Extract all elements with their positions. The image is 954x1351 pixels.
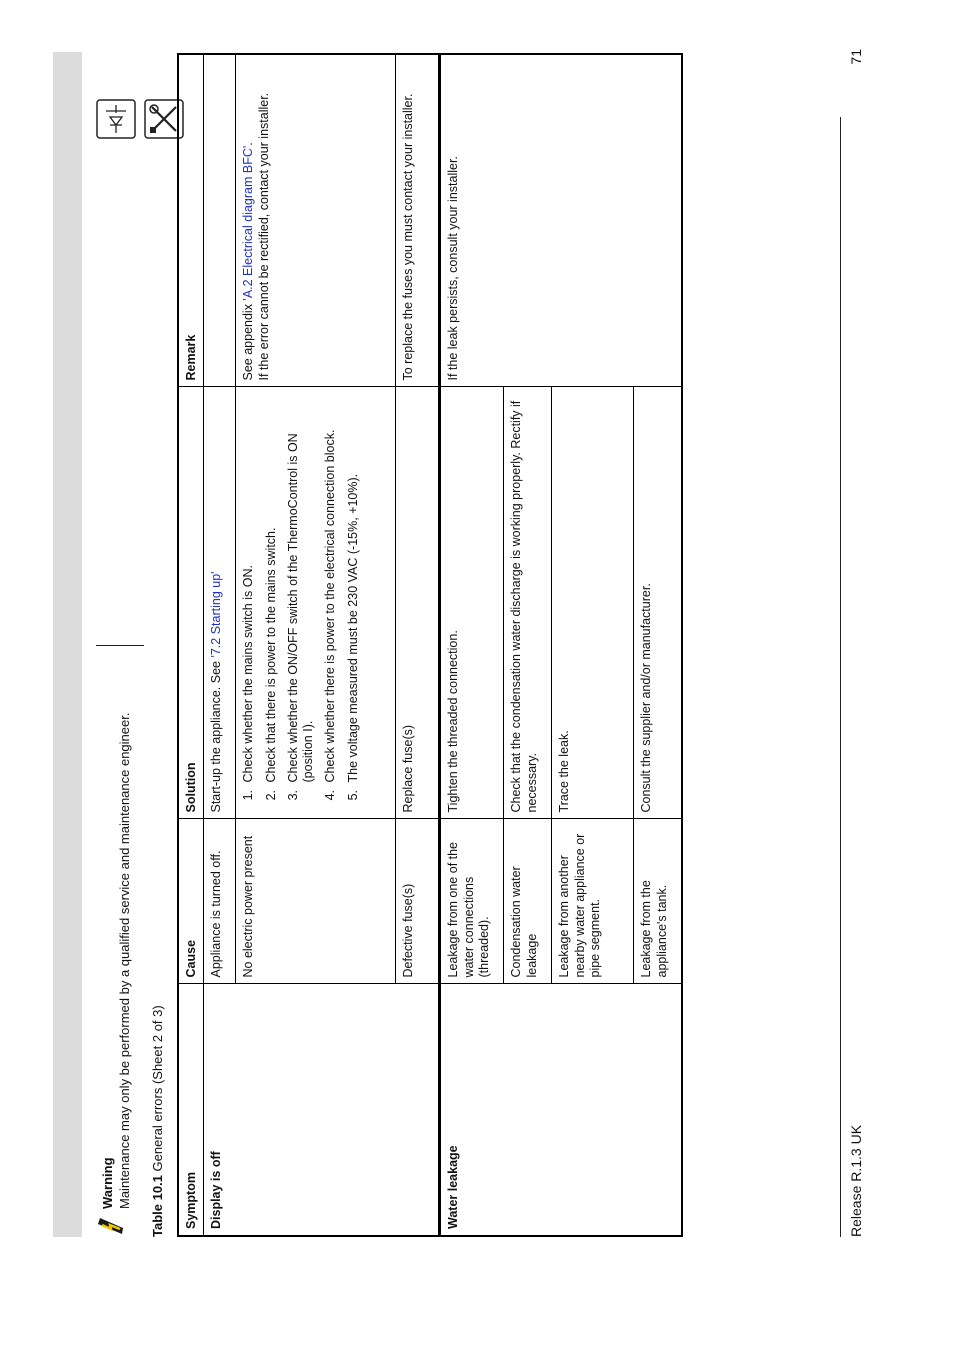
cause-cell: Condensation water leakage xyxy=(504,819,552,984)
remark-text: If the error cannot be rectified, contact your installer. xyxy=(256,92,271,381)
list-item: 2. Check that there is power to the mains switch. xyxy=(264,393,279,787)
cause-cell: Leakage from one of the water connections (threaded). xyxy=(440,819,504,984)
table-caption-label: Table 10.1 xyxy=(150,1175,165,1237)
header-cause: Cause xyxy=(178,819,204,984)
solution-cell xyxy=(204,387,236,819)
header-solution: Solution xyxy=(178,387,204,819)
remark-cell xyxy=(236,54,396,387)
symptom-water-leakage: Water leakage xyxy=(440,984,682,1236)
remark-cell xyxy=(204,54,236,387)
remark-cell: If the leak persists, consult your installer. xyxy=(440,54,682,387)
list-item: 4. Check whether there is power to the electrical connection block. xyxy=(323,393,338,787)
list-item: 3. Check whether the ON/OFF switch of the ThermoControl is ON (position I). xyxy=(286,393,317,787)
solution-steps-list xyxy=(241,393,361,813)
solution-cell xyxy=(236,387,396,819)
footer-release: Release R.1.3 UK xyxy=(848,1124,864,1237)
table-row xyxy=(440,54,504,1236)
header-symptom: Symptom xyxy=(178,984,204,1236)
electrical-diagram-link[interactable]: 'A.2 Electrical diagram BFC' xyxy=(241,145,256,301)
cause-cell: Leakage from another nearby water appliance or pipe segment. xyxy=(552,819,634,984)
footer-page-number: 71 xyxy=(848,49,864,65)
remark-cell: To replace the fuses you must contact your installer. xyxy=(396,54,440,387)
symptom-display-off: Display is off xyxy=(204,984,440,1236)
solution-cell: Check that the condensation water discharge is working properly. Rectify if necessary. xyxy=(504,387,552,819)
list-item: 1. Check whether the mains switch is ON. xyxy=(241,393,256,787)
warning-text: Maintenance may only be performed by a qualified service and maintenance engineer. xyxy=(117,712,132,1209)
warning-title: Warning xyxy=(100,1157,115,1209)
list-item: 5. The voltage measured must be 230 VAC (-15%, +10%). xyxy=(346,393,361,787)
cause-cell: Appliance is turned off. xyxy=(204,819,236,984)
solution-cell: Trace the leak. xyxy=(552,387,634,819)
remark-text: . xyxy=(241,142,256,146)
table-row xyxy=(204,54,236,1236)
cause-cell: No electric power present xyxy=(236,819,396,984)
electric-warning-icon xyxy=(96,1215,124,1237)
warning-divider xyxy=(96,645,144,646)
general-errors-table xyxy=(177,53,683,1237)
solution-cell: Replace fuse(s) xyxy=(396,387,440,819)
solution-cell: Consult the supplier and/or manufacturer. xyxy=(634,387,682,819)
solution-text: Start-up the appliance. See xyxy=(209,657,224,813)
table-caption xyxy=(150,1005,165,1237)
electrical-tools-icon xyxy=(96,99,136,139)
table-caption-text: General errors (Sheet 2 of 3) xyxy=(150,1005,165,1176)
solution-cell: Tighten the threaded connection. xyxy=(440,387,504,819)
cause-cell: Leakage from the appliance's tank. xyxy=(634,819,682,984)
remark-text: See appendix xyxy=(241,300,256,381)
cause-cell: Defective fuse(s) xyxy=(396,819,440,984)
header-remark: Remark xyxy=(178,54,204,387)
starting-up-link[interactable]: '7.2 Starting up' xyxy=(209,571,224,658)
table-header-row xyxy=(178,54,204,1236)
footer-divider xyxy=(840,117,841,1237)
